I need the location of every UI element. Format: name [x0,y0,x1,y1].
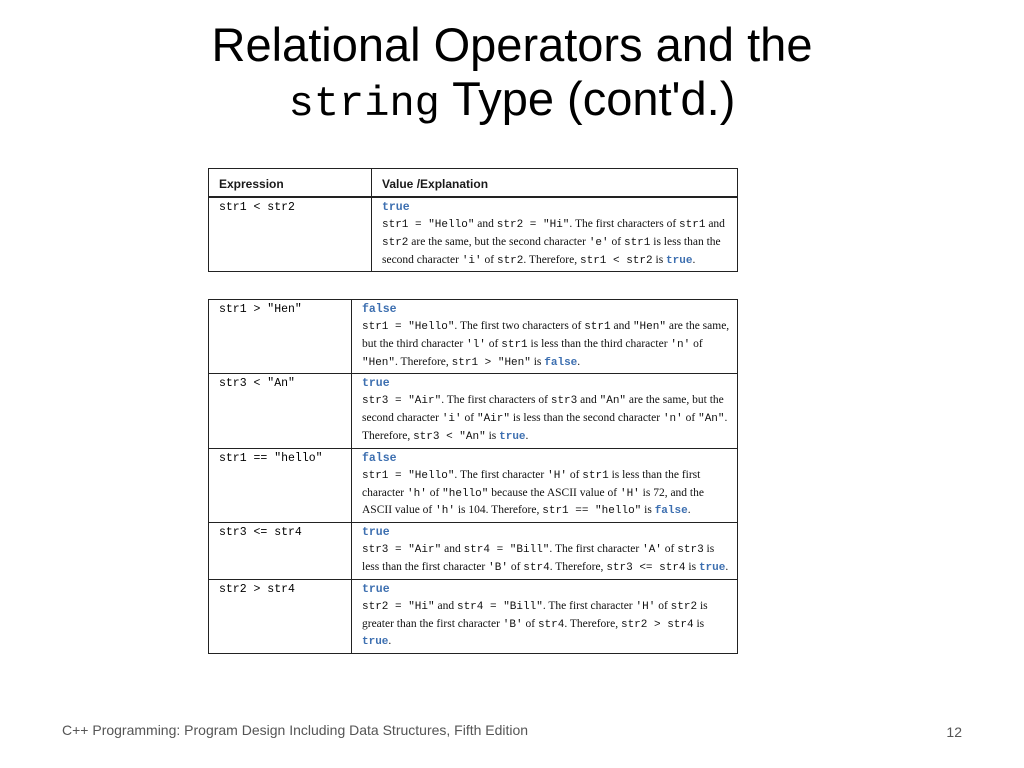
text-fragment: is [652,253,667,266]
explanation-text [362,541,731,577]
title-line-2-rest: Type (cont'd.) [452,72,736,125]
code-fragment: "hello" [442,487,489,500]
result-value: false [362,451,397,465]
text-fragment: . The first character [549,543,643,556]
code-fragment: str1 = "Hello" [382,219,475,231]
text-fragment: . [577,355,581,368]
code-fragment: str1 [584,321,611,333]
text-fragment: is greater than the first character [362,599,708,630]
explanation-cell [352,523,738,580]
explanation-cell [352,300,738,374]
explanation-cell [352,579,738,653]
text-fragment: is less than the first character [362,468,701,499]
code-fragment: str4 [537,618,565,631]
text-fragment: of [481,253,497,266]
code-fragment: 'A' [642,544,662,557]
result-value: false [362,303,397,316]
text-fragment: of [522,617,538,630]
boolean-fragment: true [666,254,693,267]
comparison-table-bottom [208,299,738,654]
text-fragment: of [655,599,671,612]
text-fragment: . The first characters of [441,394,551,407]
code-fragment: 'n' [670,338,691,351]
code-fragment: str1 < str2 [580,254,653,267]
text-fragment: are the same, but the third character [362,320,730,350]
title-code-word: string [288,80,440,128]
code-fragment: 'B' [502,618,523,631]
text-fragment: of [485,337,502,350]
explanation-text [362,467,731,520]
text-fragment: . The first character [542,599,636,612]
code-fragment: str4 = "Bill" [463,544,550,557]
code-fragment: 'n' [662,413,683,426]
boolean-fragment: false [544,356,578,369]
code-fragment: str2 [382,236,409,249]
code-fragment: "An" [599,395,627,408]
text-fragment: is 72, and the ASCII value of [362,486,704,517]
table-row [209,523,738,580]
code-fragment: str2 = "Hi" [496,219,570,231]
code-fragment: str2 [496,254,524,267]
code-fragment: 'B' [488,561,508,574]
code-fragment: 'l' [466,338,486,351]
table-row [209,448,738,522]
text-fragment: is less than the first character [362,543,715,573]
code-fragment: 'h' [435,505,455,518]
text-fragment: and [434,599,457,612]
code-fragment: 'H' [635,600,656,613]
code-fragment: str2 > str4 [620,618,694,631]
text-fragment: . The first two characters of [454,320,585,332]
text-fragment: of [507,560,524,573]
code-fragment: str3 = "Air" [362,544,442,557]
text-fragment: and [610,320,633,332]
code-fragment: 'H' [547,469,567,482]
code-fragment: 'i' [441,413,462,426]
text-fragment: are the same, but the second character [408,235,589,248]
header-value: Value /Explanation [372,169,738,198]
text-fragment: of [690,337,703,350]
code-fragment: 'e' [588,236,609,249]
explanation-text [362,392,731,445]
expression-cell: str3 < "An" [209,374,352,448]
boolean-fragment: true [499,430,526,443]
boolean-fragment: true [362,636,389,649]
code-fragment: str4 [523,561,550,574]
code-fragment: str3 [677,544,704,557]
text-fragment: of [661,543,678,556]
text-fragment: is 104. Therefore, [454,504,543,517]
code-fragment: str1 [679,219,706,231]
text-fragment: is [685,560,699,573]
table-row [209,374,738,448]
code-fragment: str3 [550,395,578,408]
text-fragment: is less than the third character [527,337,671,350]
table-body-bottom [209,300,738,654]
slide-title [0,18,1024,131]
code-fragment: "An" [698,413,725,426]
text-fragment: is [485,429,500,442]
text-fragment: are the same, but the second character [362,394,724,425]
expression-cell: str1 > "Hen" [209,300,352,374]
text-fragment: . [692,253,696,266]
code-fragment: str2 [670,600,698,613]
text-fragment: . Therefore, [523,253,580,266]
title-line-2 [0,72,1024,131]
text-fragment: . [388,635,392,648]
code-fragment: str3 <= str4 [606,561,686,574]
text-fragment: and [705,218,725,230]
table-header-row [209,169,738,198]
text-fragment: is [641,504,655,517]
code-fragment: "Air" [476,413,510,426]
code-fragment: 'h' [407,487,427,500]
text-fragment: is less than the second character [509,412,663,425]
header-expression: Expression [209,169,372,198]
result-value: true [382,201,410,214]
result-value: true [362,582,390,596]
text-fragment: . [725,560,729,573]
table-row [209,197,738,272]
text-fragment: of [608,235,624,248]
explanation-text [362,598,731,651]
explanation-cell [372,197,738,272]
code-fragment: str3 = "Air" [362,395,442,408]
text-fragment: is [530,355,545,368]
boolean-fragment: true [698,561,726,574]
text-fragment: and [441,543,464,556]
text-fragment: is [693,617,705,630]
result-value: true [362,526,390,540]
result-value: true [362,377,390,391]
expression-cell: str2 > str4 [209,579,352,653]
code-fragment: 'i' [461,254,482,267]
comparison-table-top [208,168,738,272]
code-fragment: "Hen" [362,356,396,369]
text-fragment: . The first character [454,468,548,481]
explanation-cell [352,374,738,448]
code-fragment: str1 [501,338,528,351]
text-fragment: . Therefore, [564,617,621,630]
page-number: 12 [946,724,962,740]
explanation-text [382,216,731,269]
code-fragment: "Hen" [632,321,666,333]
code-fragment: str1 [623,236,651,249]
code-fragment: str1 = "Hello" [362,469,455,482]
code-fragment: str1 = "Hello" [362,321,455,333]
text-fragment: . [687,504,691,517]
explanation-text [362,318,731,371]
text-fragment: of [566,468,583,481]
text-fragment: . The first characters of [569,218,680,230]
text-fragment: and [474,218,497,230]
footer-text: C++ Programming: Program Design Including Data Structures, Fifth Edition [62,722,529,738]
expression-cell: str1 == "hello" [209,448,352,522]
title-line-1: Relational Operators and the [211,18,813,71]
code-fragment: 'H' [619,487,640,500]
table-body-top [209,197,738,272]
text-fragment: and [577,394,600,407]
text-fragment: of [461,412,477,425]
table-row [209,300,738,374]
text-fragment: . [525,429,529,442]
text-fragment: because the ASCII value of [488,486,620,499]
expression-cell: str1 < str2 [209,197,372,272]
code-fragment: str2 = "Hi" [362,600,435,613]
expression-cell: str3 <= str4 [209,523,352,580]
text-fragment: of [426,486,443,499]
code-fragment: str4 = "Bill" [456,600,543,613]
boolean-fragment: false [654,505,688,518]
text-fragment: . Therefore, [549,560,607,573]
text-fragment: . Therefore, [395,355,452,368]
code-fragment: str1 > "Hen" [451,356,531,369]
explanation-cell [352,448,738,522]
code-fragment: str1 == "hello" [542,505,642,518]
text-fragment: . Therefore, [362,412,728,442]
table-row [209,579,738,653]
code-fragment: str3 < "An" [413,430,486,443]
text-fragment: is less than the second character [382,235,721,266]
code-fragment: str1 [582,469,609,482]
text-fragment: of [682,412,699,425]
